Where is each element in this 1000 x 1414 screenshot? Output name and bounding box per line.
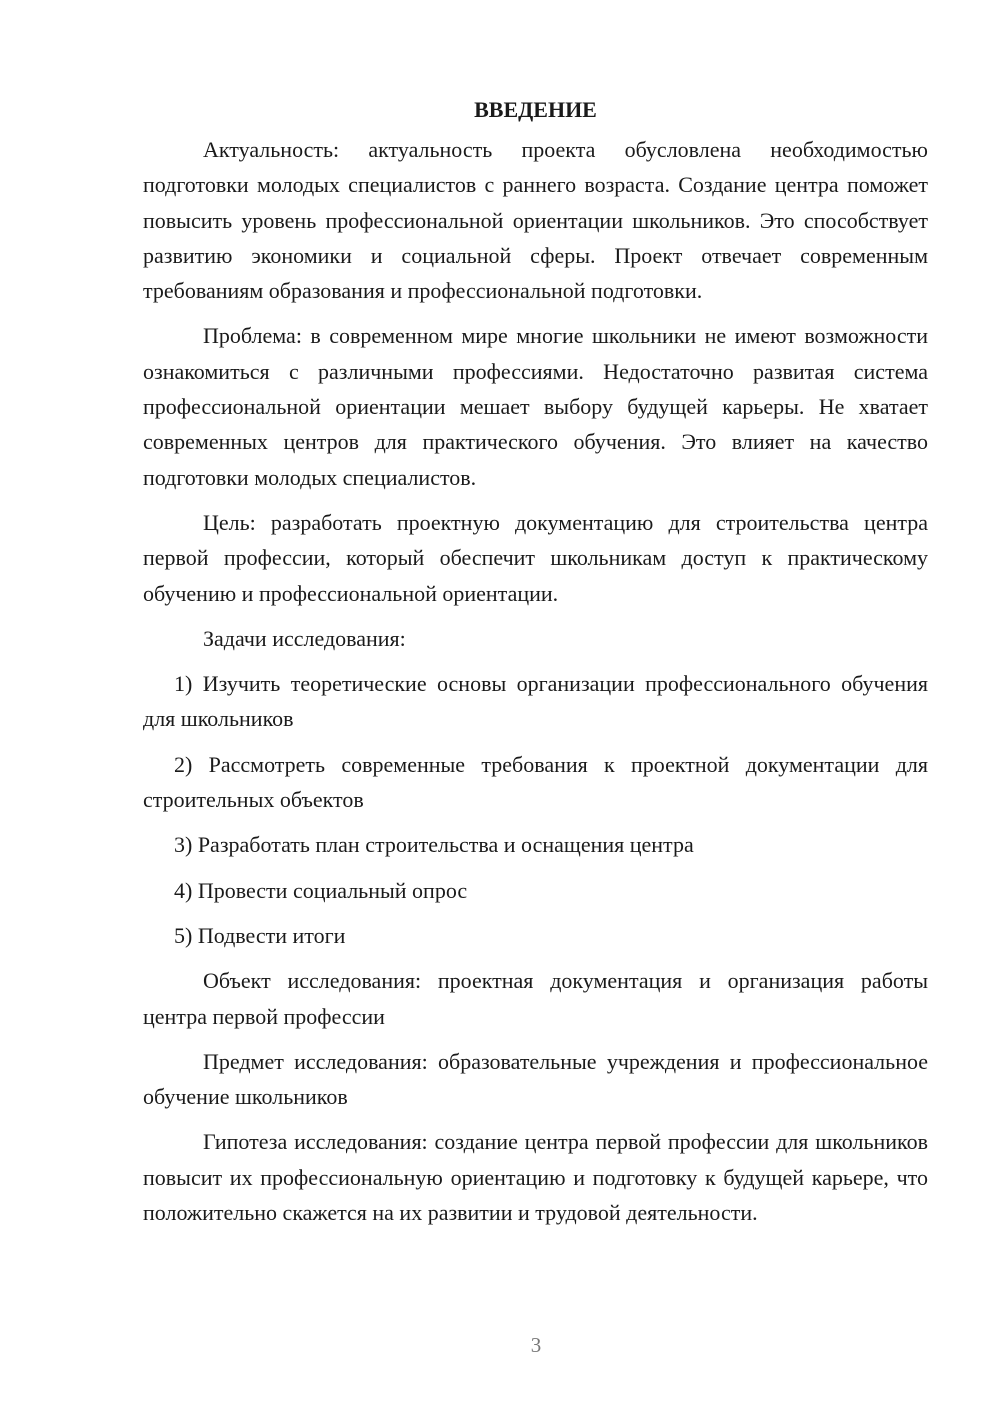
document-page — [143, 92, 928, 1240]
paragraph-relevance: Актуальность: актуальность проекта обусловлена необходимостью подготовки молодых специалистов с раннего возраста. Создание центра поможет повысить уровень профессиональной ориентации школьников. Это способствует развитию экономики и социальной сферы. Проект отвечает современным требованиям образования и профессиональной подготовки. — [143, 137, 928, 304]
task-item-1: 1) Изучить теоретические основы организации профессионального обучения для школьников — [143, 671, 928, 732]
task-item-2: 2) Рассмотреть современные требования к проектной документации для строительных объектов — [143, 751, 928, 813]
task-item-3: 3) Разработать план строительства и оснащения центра — [174, 832, 694, 858]
paragraph-subject: Предмет исследования: образовательные учреждения и профессиональное обучение школьников — [143, 1048, 928, 1110]
paragraph-object: Объект исследования: проектная документация и организация работы центра первой профессии — [143, 968, 928, 1029]
task-item-5: 5) Подвести итоги — [174, 922, 346, 948]
tasks-heading: Задачи исследования: — [203, 625, 406, 651]
document-title: ВВЕДЕНИЕ — [474, 97, 597, 122]
paragraph-goal: Цель: разработать проектную документацию для строительства центра первой профессии, который обеспечит школьникам доступ к практическому обучению и профессиональной ориентации. — [143, 509, 928, 606]
page-number: 3 — [530, 1333, 542, 1357]
paragraph-hypothesis: Гипотеза исследования: создание центра первой профессии для школьников повысит их профессиональную ориентацию и подготовку к будущей карьере, что положительно скажется на их развитии и трудовой деятельности. — [143, 1129, 928, 1226]
task-item-4: 4) Провести социальный опрос — [174, 877, 468, 903]
paragraph-problem: Проблема: в современном мире многие школьники не имеют возможности ознакомиться с различными профессиями. Недостаточно развитая система профессиональной ориентации мешает выбору будущей карьеры. Не хватает современных центров для практического обучения. Это влияет на качество подготовки молодых специалистов. — [143, 323, 928, 490]
